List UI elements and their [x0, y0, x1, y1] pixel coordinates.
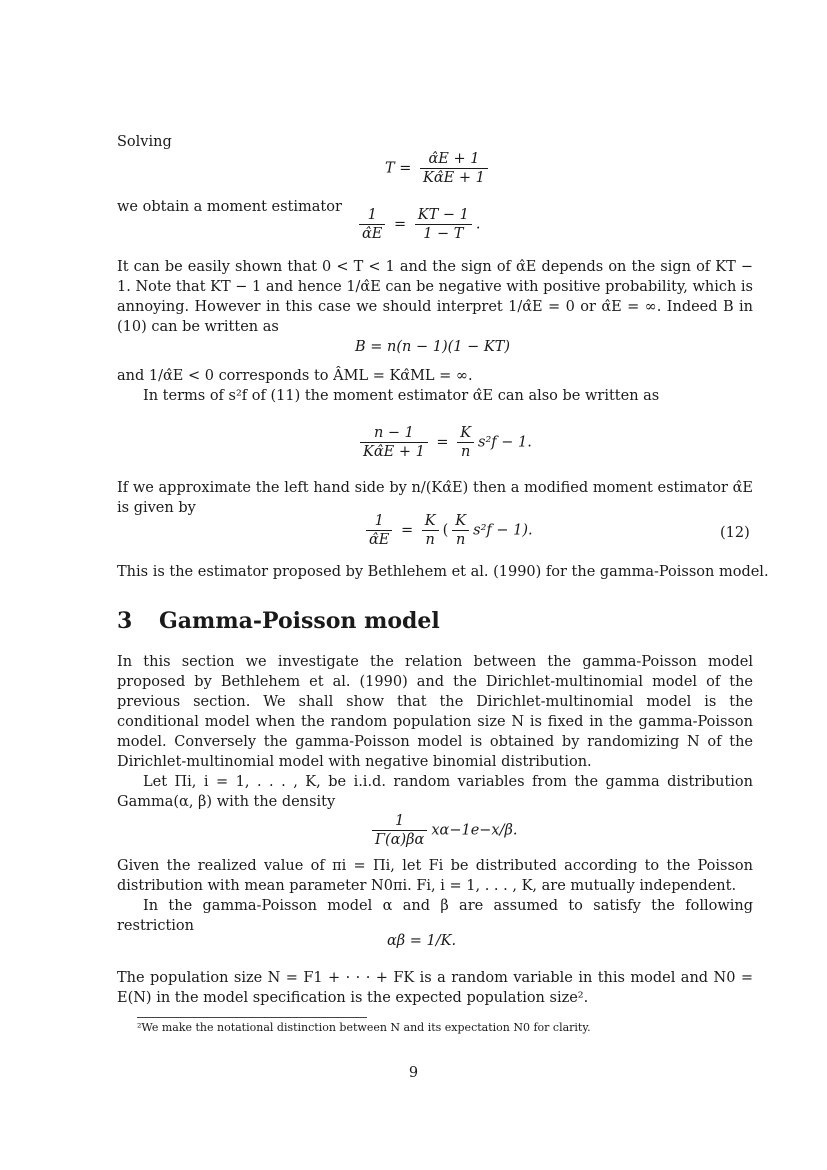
- equation-modified-open: (: [442, 522, 449, 539]
- equation-modified-nb: n: [456, 532, 466, 548]
- section-number: 3: [117, 608, 133, 634]
- equation-gamma-density-num: 1: [372, 812, 427, 831]
- equation-gamma-density-den: Γ(α)βα: [375, 832, 425, 848]
- equation-estimator: $\frac{1}{\alphâE}$ = $\frac{KT - 1}{1 - T}$ .: [355, 206, 480, 243]
- paragraph-solving: Solving: [117, 134, 172, 150]
- equation-modified-equals: =: [401, 522, 414, 539]
- equation-modified-kb: K: [452, 512, 469, 531]
- equation-t-fraction: [420, 150, 488, 187]
- footnote: ²We make the notational distinction between N and its expectation N0 for clarity.: [137, 1021, 591, 1034]
- equation-estimator-period: .: [475, 216, 481, 233]
- equation-t: [385, 150, 492, 187]
- equation-moment-alt: [356, 424, 532, 461]
- equation-moment-alt-equals: =: [436, 434, 449, 451]
- equation-estimator-rhs: [415, 206, 472, 243]
- equation-estimator-rhs-num: KT − 1: [415, 206, 472, 225]
- equation-modified-k-over-n-b: [452, 512, 469, 549]
- equation-restriction: αβ = 1/K.: [387, 933, 457, 949]
- equation-moment-alt-lhs: [360, 424, 428, 461]
- equation-estimator-lhs-num: 1: [359, 206, 385, 225]
- paragraph-restriction: In the gamma-Poisson model α and β are assumed to satisfy the following restriction: [117, 898, 753, 934]
- paragraph-obtain: we obtain a moment estimator: [117, 199, 342, 215]
- paragraph-given: Given the realized value of πi = Πi, let Fi be distributed according to the Poisson distribution with mean parameter N0πi. Fi, i = 1, . . . , K, are mutually independent.: [117, 858, 753, 894]
- equation-gamma-density: [368, 812, 517, 849]
- paragraph-shown: It can be easily shown that 0 < T < 1 and the sign of α̂E depends on the sign of KT − 1. Note that KT − 1 and hence 1/α̂E can be negative with positive probability, which is annoying. However in this case we should interpret 1/α̂E = 0 or α̂E = ∞. Indeed B in (10) can be written as: [117, 259, 753, 335]
- equation-modified-lhs-den: α̂E: [369, 532, 390, 548]
- equation-modified-lhs-num: 1: [366, 512, 392, 531]
- paragraph-this-is: This is the estimator proposed by Bethlehem et al. (1990) for the gamma-Poisson model.: [117, 564, 769, 580]
- equation-gamma-density-fraction: [372, 812, 427, 849]
- equation-moment-alt-lhs-num: n − 1: [360, 424, 428, 443]
- equation-modified-lhs: [366, 512, 392, 549]
- paragraph-approx: If we approximate the left hand side by n/(Kα̂E) then a modified moment estimator α̂E is given by: [117, 480, 753, 516]
- equation-moment-alt-k: K: [457, 424, 474, 443]
- equation-modified-k-over-n-a: [422, 512, 439, 549]
- page-number: 9: [408, 1065, 419, 1081]
- equation-moment-alt-lhs-den: Kα̂E + 1: [363, 444, 425, 460]
- paragraph-section-intro: In this section we investigate the relation between the gamma-Poisson model proposed by Bethlehem et al. (1990) and the Dirichlet-multinomial model of the previous section. We shall show that the Dirichlet-multinomial model is the conditional model when the random population size N is fixed in the gamma-Poisson model. Conversely the gamma-Poisson model is obtained by randomizing N of the Dirichlet-multinomial model with negative binomial distribution.: [117, 654, 753, 770]
- equation-moment-alt-tail: s²f − 1.: [478, 434, 532, 451]
- equation-estimator-lhs-den: α̂E: [362, 226, 383, 242]
- equation-gamma-density-tail: xα−1e−x/β.: [431, 822, 518, 839]
- section-heading: [117, 608, 440, 634]
- footnote-rule: [137, 1017, 367, 1018]
- equation-modified-ka: K: [422, 512, 439, 531]
- equation-moment-alt-k-over-n: [457, 424, 474, 461]
- equation-modified-tail: s²f − 1).: [473, 522, 533, 539]
- equation-t-numerator: α̂E + 1: [420, 150, 488, 169]
- equation-t-denominator: Kα̂E + 1: [423, 170, 485, 186]
- equation-b: B = n(n − 1)(1 − KT): [355, 339, 511, 355]
- equation-moment-alt-n: n: [460, 444, 471, 460]
- paragraph-corresponds: and 1/α̂E < 0 corresponds to ÂML = Kα̂ML = ∞.: [117, 368, 473, 384]
- equation-estimator-lhs: [359, 206, 385, 243]
- paragraph-let-pi: Let Πi, i = 1, . . . , K, be i.i.d. random variables from the gamma distribution Gamma(α, β) with the density: [117, 774, 753, 810]
- equation-modified-na: n: [425, 532, 435, 548]
- equation-t-lhs: T =: [385, 160, 412, 177]
- paragraph-terms: In terms of s²f of (11) the moment estimator α̂E can also be written as: [143, 388, 660, 404]
- paragraph-popsize: The population size N = F1 + · · · + FK is a random variable in this model and N0 = E(N) in the model specification is the expected population size².: [117, 970, 753, 1006]
- equation-modified: [362, 512, 533, 549]
- equation-number-12: (12): [720, 525, 750, 541]
- equation-estimator-rhs-den: 1 − T: [423, 226, 464, 242]
- section-title: Gamma-Poisson model: [159, 608, 440, 634]
